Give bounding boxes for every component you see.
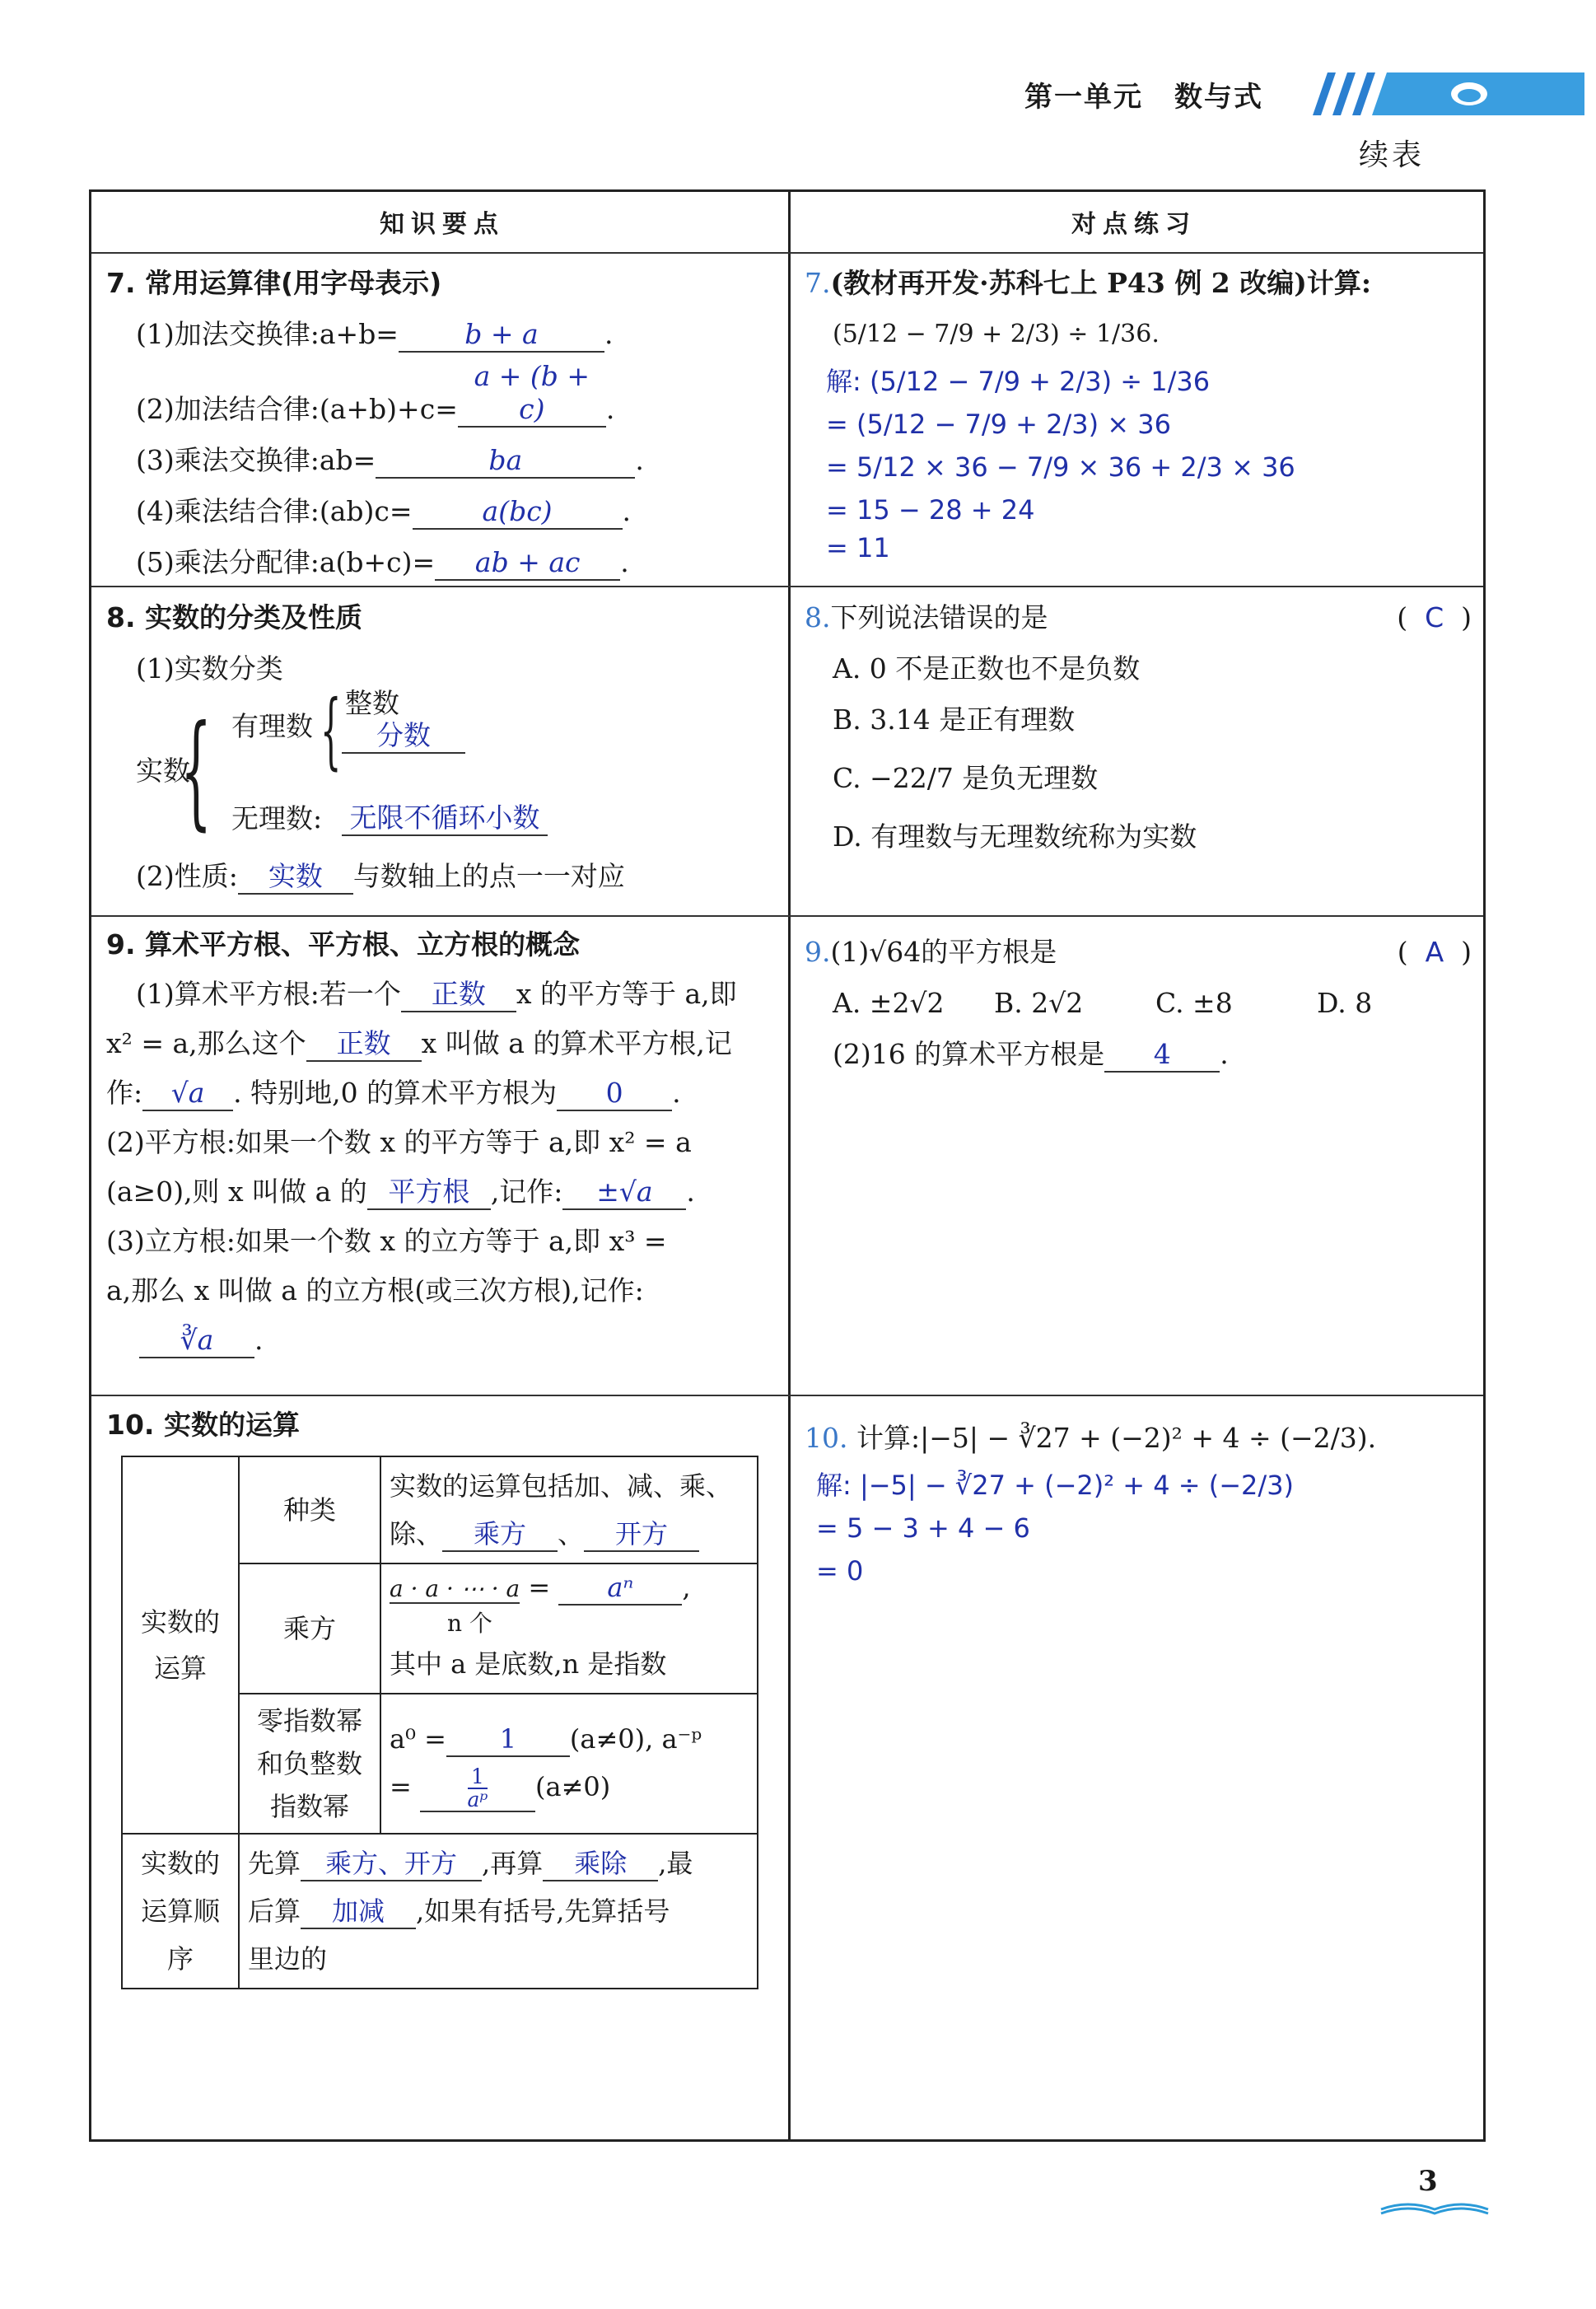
answer-blank: ±√a xyxy=(562,1176,686,1210)
answer-blank: $\frac{1}{\text{aᵖ}}$ xyxy=(420,1766,535,1812)
law-row: (5)乘法分配律:a(b+c)= ab + ac . xyxy=(136,537,773,588)
text-line: x² = a,那么这个 正数 x 叫做 a 的算术平方根,记 xyxy=(106,1019,773,1068)
zero-power-content: a⁰ = 1 (a≠0), a⁻ᵖ = $\frac{1}{\text{aᵖ}}$ (a≠0) xyxy=(380,1694,758,1834)
row-divider xyxy=(91,915,1483,917)
kind-content: 实数的运算包括加、减、乘、 除、 乘方 、 开方 xyxy=(380,1456,758,1563)
tree-root: 实数 xyxy=(136,755,190,787)
question-number: 10. xyxy=(805,1422,848,1454)
answer-blank: 实数 xyxy=(238,860,353,895)
answer-blank: √a xyxy=(142,1077,233,1111)
answer-blank: a + (b + c) xyxy=(458,360,606,428)
section-8-right xyxy=(805,592,1472,862)
solution-line: = 11 xyxy=(826,532,890,563)
order-content: 先算 乘方、开方 ,再算 乘除 ,最 后算 加减 ,如果有括号,先算括号 里边的 xyxy=(239,1834,758,1989)
answer-bracket: ( C ) xyxy=(1397,601,1472,633)
text-line: 作: √a . 特别地,0 的算术平方根为 0 . xyxy=(106,1068,773,1118)
text-line: a,那么 x 叫做 a 的立方根(或三次方根),记作: xyxy=(106,1274,644,1306)
question-number: 7. xyxy=(805,267,831,299)
answer-blank: 1 xyxy=(446,1722,570,1757)
column-divider xyxy=(788,192,791,2139)
text-line: (2)平方根:如果一个数 x 的平方等于 a,即 x² = a xyxy=(106,1126,692,1158)
answer-blank: ab + ac xyxy=(435,546,620,581)
answer-blank: 乘除 xyxy=(543,1847,658,1881)
page-number: 3 xyxy=(1418,2165,1438,2198)
solution-line: = 0 xyxy=(816,1555,864,1587)
unit-label: 第一单元 xyxy=(1024,81,1143,114)
answer-blank: 加减 xyxy=(301,1895,416,1929)
option: A. 0 不是正数也不是负数 xyxy=(833,652,1141,685)
option: A. ±2√2 xyxy=(833,987,945,1019)
option: D. 有理数与无理数统称为实数 xyxy=(833,820,1197,853)
text-line: (a≥0),则 x 叫做 a 的 平方根 ,记作: ±√a . xyxy=(106,1167,773,1217)
answer-blank: 4 xyxy=(1104,1038,1220,1073)
text-line: (2)16 的算术平方根是 4 . xyxy=(805,1029,1472,1080)
zero-power-cell: 零指数幂和负整数指数幂 xyxy=(239,1694,380,1834)
knowledge-table xyxy=(89,189,1486,2142)
section-7-left xyxy=(106,258,773,588)
answer-blank: b + a xyxy=(399,318,604,353)
brace-icon: { xyxy=(180,699,212,843)
solution-line: = 15 − 28 + 24 xyxy=(826,494,1035,526)
section-10-left xyxy=(106,1400,773,1451)
law-row: (2)加法结合律:(a+b)+c=a + (b + c) . xyxy=(136,360,773,435)
tree-rational: 有理数 xyxy=(231,710,313,742)
header-stripe-icon xyxy=(1304,72,1584,115)
section-9-title: 9. 算术平方根、平方根、立方根的概念 xyxy=(106,928,580,961)
section-9-left xyxy=(106,920,773,1365)
choice-answer: C xyxy=(1425,601,1444,633)
question-expression: (5/12 − 7/9 + 2/3) ÷ 1/36. xyxy=(833,320,1160,348)
answer-blank: 正数 xyxy=(401,978,516,1012)
law-row: (1)加法交换律:a+b= b + a . xyxy=(136,309,773,360)
text-line: (3)立方根:如果一个数 x 的立方等于 a,即 x³ = xyxy=(106,1225,667,1257)
answer-blank: a(bc) xyxy=(413,495,623,530)
question-number: 9. xyxy=(805,936,831,968)
property-row: (2)性质: 实数 与数轴上的点一一对应 xyxy=(106,851,773,902)
section-8-left xyxy=(106,592,773,902)
row-divider xyxy=(91,252,1483,254)
section-7-right xyxy=(805,258,1472,564)
option: B. 3.14 是正有理数 xyxy=(833,703,1076,736)
operations-table xyxy=(121,1456,758,1989)
section-10-right xyxy=(805,1405,1472,1592)
answer-blank: 乘方、开方 xyxy=(301,1847,482,1881)
solution-line: 解: |−5| − ∛27 + (−2)² + 4 ÷ (−2/3) xyxy=(816,1470,1295,1501)
answer-blank: 0 xyxy=(557,1077,672,1111)
brace-icon: { xyxy=(320,682,342,778)
tree-irrational: 无理数: xyxy=(231,802,323,834)
row-divider xyxy=(91,1395,1483,1396)
question-text: (1)√64的平方根是 xyxy=(830,936,1057,968)
text-line: (1)算术平方根:若一个 正数 x 的平方等于 a,即 xyxy=(106,970,773,1019)
answer-blank: 无限不循环小数 xyxy=(342,802,548,836)
question-number: 8. xyxy=(805,601,831,633)
solution-line: = 5/12 × 36 − 7/9 × 36 + 2/3 × 36 xyxy=(826,451,1295,483)
answer-blank: ∛a xyxy=(139,1324,254,1358)
answer-blank: 分数 xyxy=(342,719,465,754)
answer-blank: 开方 xyxy=(584,1517,699,1552)
option-row xyxy=(805,978,1472,1029)
section-7-title: 7. 常用运算律(用字母表示) xyxy=(106,267,442,299)
answer-bracket: ( A ) xyxy=(1397,936,1472,968)
col-header-right: 对点练习 xyxy=(1071,210,1197,239)
solution-line: = (5/12 − 7/9 + 2/3) × 36 xyxy=(826,409,1171,440)
answer-blank: 正数 xyxy=(306,1027,422,1062)
question-text: 下列说法错误的是 xyxy=(830,601,1048,633)
law-row: (3)乘法交换律:ab= ba . xyxy=(136,435,773,486)
book-icon xyxy=(1377,2196,1492,2216)
question-text: (教材再开发·苏科七上 P43 例 2 改编)计算: xyxy=(830,267,1372,299)
text-line: ∛a . xyxy=(106,1316,773,1365)
section-9-right xyxy=(805,920,1472,1080)
power-cell: 乘方 xyxy=(239,1563,380,1694)
section-10-title: 10. 实数的运算 xyxy=(106,1409,300,1441)
classification-label: (1)实数分类 xyxy=(136,652,283,685)
answer-blank: 乘方 xyxy=(442,1517,558,1552)
option: C. ±8 xyxy=(1155,987,1233,1019)
answer-blank: ba xyxy=(376,444,635,479)
option: B. 2√2 xyxy=(994,987,1084,1019)
option: D. 8 xyxy=(1317,987,1373,1019)
row-head: 实数的运算顺序 xyxy=(122,1834,239,1989)
solution-line: 解: (5/12 − 7/9 + 2/3) ÷ 1/36 xyxy=(826,366,1211,397)
classification-tree xyxy=(106,682,773,851)
question-text: 计算:|−5| − ∛27 + (−2)² + 4 ÷ (−2/3). xyxy=(856,1422,1377,1454)
row-head: 实数的运算 xyxy=(122,1456,239,1834)
continued-label: 续表 xyxy=(1359,138,1426,172)
answer-blank: 平方根 xyxy=(367,1176,491,1210)
choice-answer: A xyxy=(1425,936,1444,968)
col-header-left: 知识要点 xyxy=(380,210,505,239)
topic-label: 数与式 xyxy=(1174,81,1263,114)
power-content: a · a · ⋯ · a = aⁿ , n 个 其中 a 是底数,n 是指数 xyxy=(380,1563,758,1694)
option: C. −22/7 是负无理数 xyxy=(833,762,1099,794)
solution-line: = 5 − 3 + 4 − 6 xyxy=(816,1512,1030,1544)
answer-blank: aⁿ xyxy=(558,1571,682,1606)
tree-integer: 整数 xyxy=(345,687,399,719)
section-8-title: 8. 实数的分类及性质 xyxy=(106,601,362,633)
law-row: (4)乘法结合律:(ab)c= a(bc) . xyxy=(136,486,773,537)
unit-header xyxy=(1024,74,1295,115)
kind-cell: 种类 xyxy=(239,1456,380,1563)
